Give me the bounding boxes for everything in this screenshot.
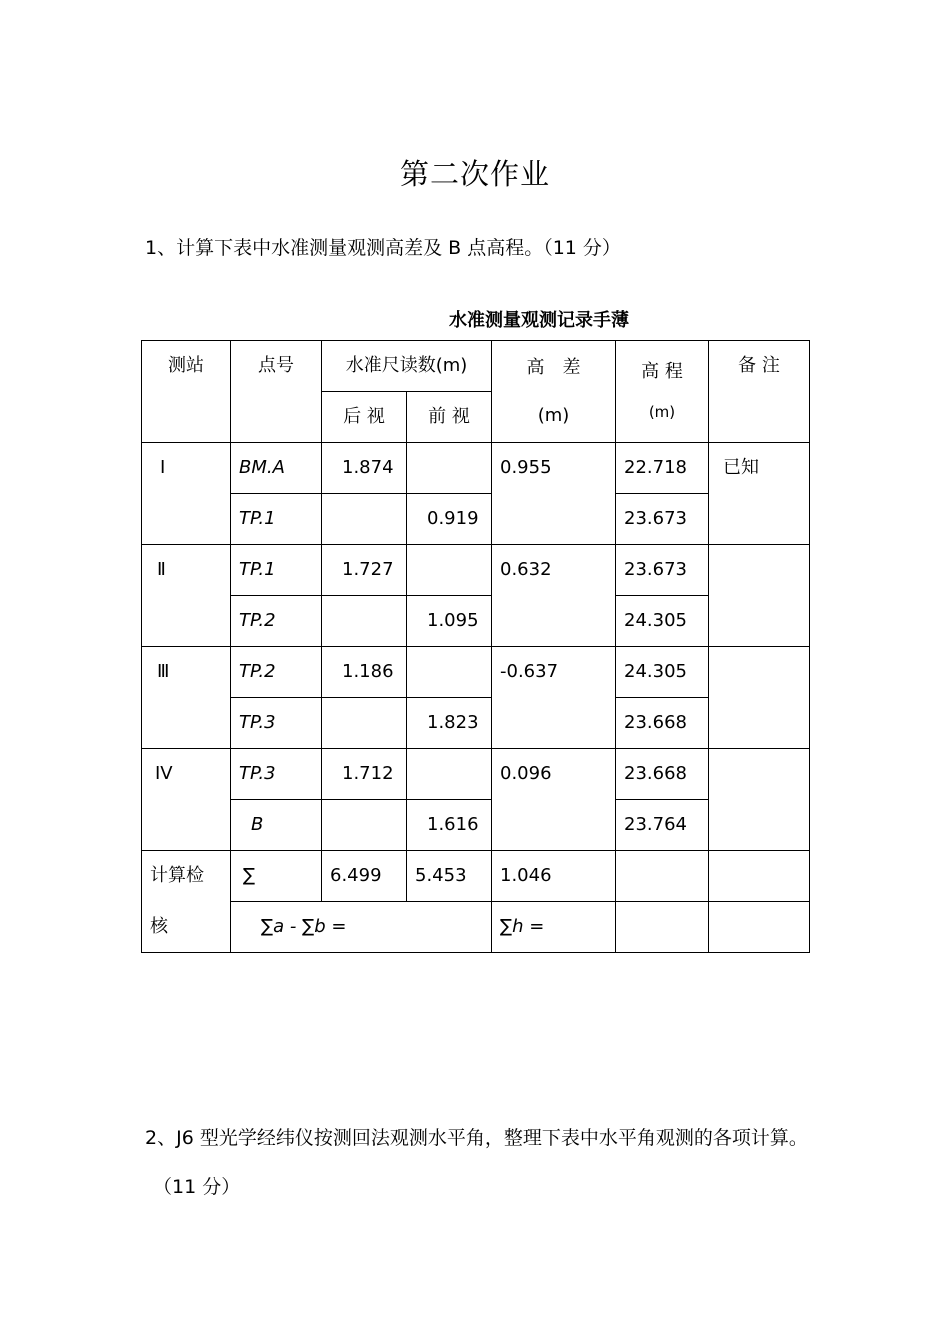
height-diff-cell: 0.632: [492, 545, 616, 647]
elevation-cell: 22.718: [616, 443, 709, 494]
check-label-line2: 核: [142, 902, 231, 953]
table-row: [142, 545, 810, 596]
sum-back: 6.499: [322, 851, 407, 902]
question-1-text: 1、计算下表中水准测量观测高差及 B 点高程。（11 分）: [145, 237, 621, 259]
point-cell: TP.1: [231, 494, 322, 545]
table-row: [142, 749, 810, 800]
back-cell: 1.186: [322, 647, 407, 698]
remark-cell: [709, 749, 810, 851]
station-cell: Ⅰ: [142, 443, 231, 545]
check-elevation-cell: [616, 851, 709, 902]
elevation-cell: 23.673: [616, 545, 709, 596]
header-height-diff: [492, 341, 616, 443]
front-cell: [407, 749, 492, 800]
elevation-cell: 23.673: [616, 494, 709, 545]
check-remark-cell-2: [709, 902, 810, 953]
back-cell: [322, 596, 407, 647]
elevation-cell: 23.764: [616, 800, 709, 851]
header-point: 点号: [231, 341, 322, 443]
elevation-cell: 24.305: [616, 596, 709, 647]
header-height-diff-label: 高 差: [526, 356, 581, 378]
sum-symbol: ∑: [231, 851, 322, 902]
point-cell: TP.3: [231, 698, 322, 749]
header-elevation-label: 高 程: [641, 360, 683, 382]
table-row: [142, 443, 810, 494]
point-cell: B: [231, 800, 322, 851]
check-row: [142, 851, 810, 902]
check-label-line1: 计算检: [142, 851, 231, 902]
front-cell: 1.616: [407, 800, 492, 851]
height-diff-cell: 0.955: [492, 443, 616, 545]
sum-front: 5.453: [407, 851, 492, 902]
header-height-diff-unit: (m): [537, 404, 570, 426]
back-cell: [322, 800, 407, 851]
leveling-record-table: [141, 340, 810, 953]
back-cell: 1.874: [322, 443, 407, 494]
point-cell: TP.2: [231, 596, 322, 647]
table-row: [142, 647, 810, 698]
header-front: 前 视: [407, 392, 492, 443]
back-cell: [322, 698, 407, 749]
header-station: 测站: [142, 341, 231, 443]
front-cell: [407, 647, 492, 698]
back-cell: [322, 494, 407, 545]
elevation-cell: 23.668: [616, 698, 709, 749]
page-title: 第二次作业: [399, 157, 550, 191]
question-2-score: （11 分）: [153, 1176, 241, 1198]
front-cell: 1.823: [407, 698, 492, 749]
front-cell: 0.919: [407, 494, 492, 545]
check-elevation-cell-2: [616, 902, 709, 953]
point-cell: BM.A: [231, 443, 322, 494]
remark-cell: [709, 647, 810, 749]
question-2-text: 2、J6 型光学经纬仪按测回法观测水平角，整理下表中水平角观测的各项计算。: [145, 1127, 808, 1149]
front-cell: [407, 443, 492, 494]
formula-h: ∑h =: [492, 902, 616, 953]
sum-height-diff: 1.046: [492, 851, 616, 902]
height-diff-cell: -0.637: [492, 647, 616, 749]
header-reading: 水准尺读数(m): [322, 341, 492, 392]
front-cell: [407, 545, 492, 596]
back-cell: 1.712: [322, 749, 407, 800]
elevation-cell: 23.668: [616, 749, 709, 800]
height-diff-cell: 0.096: [492, 749, 616, 851]
station-cell: IV: [142, 749, 231, 851]
back-cell: 1.727: [322, 545, 407, 596]
point-cell: TP.1: [231, 545, 322, 596]
remark-cell: 已知: [709, 443, 810, 545]
check-remark-cell: [709, 851, 810, 902]
station-cell: Ⅱ: [142, 545, 231, 647]
elevation-cell: 24.305: [616, 647, 709, 698]
front-cell: 1.095: [407, 596, 492, 647]
formula-ab: ∑a - ∑b =: [231, 902, 492, 953]
point-cell: TP.3: [231, 749, 322, 800]
header-elevation-unit: (m): [648, 402, 676, 421]
point-cell: TP.2: [231, 647, 322, 698]
remark-cell: [709, 545, 810, 647]
header-back: 后 视: [322, 392, 407, 443]
station-cell: Ⅲ: [142, 647, 231, 749]
header-elevation: [616, 341, 709, 443]
header-remark: 备 注: [709, 341, 810, 443]
table-caption: 水准测量观测记录手薄: [449, 310, 629, 331]
check-row: [142, 902, 810, 953]
